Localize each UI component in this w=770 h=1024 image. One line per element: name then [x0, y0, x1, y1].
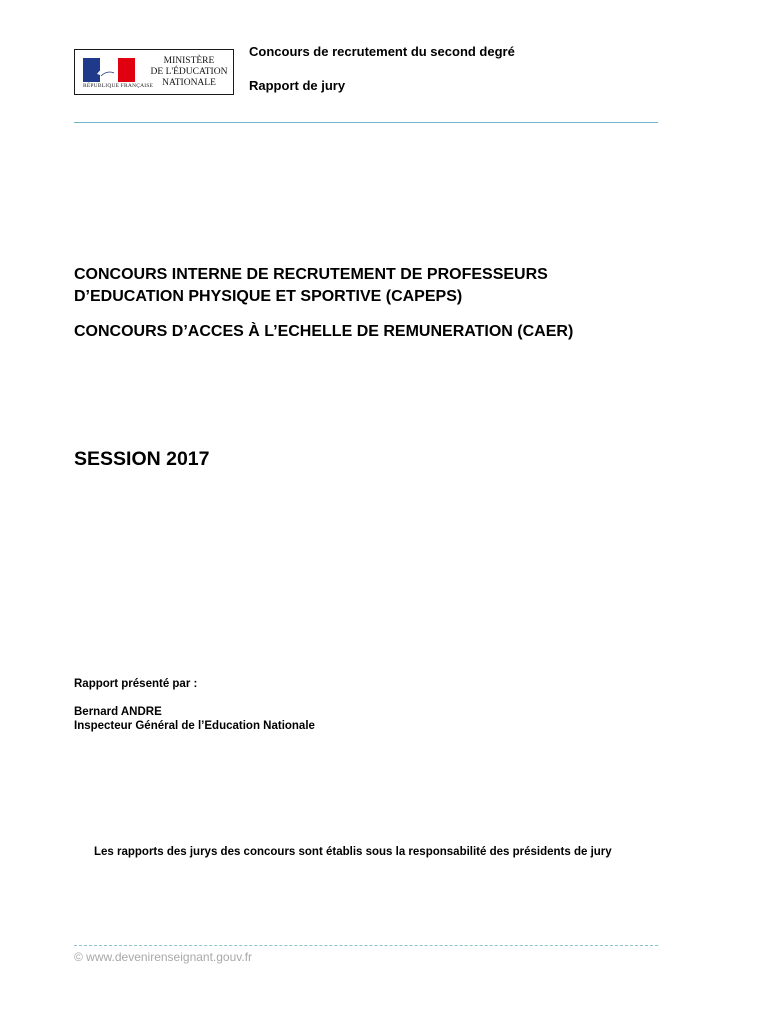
main-title-line-2: D’EDUCATION PHYSIQUE ET SPORTIVE (CAPEPS)	[74, 288, 463, 305]
footer-copyright: © www.devenirenseignant.gouv.fr	[74, 950, 253, 964]
header-subtitle: Concours de recrutement du second degré	[249, 44, 515, 59]
ministry-logo	[74, 49, 234, 95]
main-title-line-1: CONCOURS INTERNE DE RECRUTEMENT DE PROFESSEURS	[74, 266, 548, 283]
main-title	[74, 264, 674, 308]
author-name: Bernard ANDRE	[74, 706, 162, 718]
secondary-title: CONCOURS D’ACCES À L’ECHELLE DE REMUNERATION (CAER)	[74, 323, 574, 340]
ministry-line-2: DE L'ÉDUCATION	[150, 67, 228, 77]
responsibility-disclaimer: Les rapports des jurys des concours sont établis sous la responsabilité des présidents de jury	[94, 846, 612, 858]
presented-by-label: Rapport présenté par :	[74, 678, 198, 690]
republic-label: RÉPUBLIQUE FRANÇAISE	[83, 83, 154, 89]
ministry-line-3: NATIONALE	[162, 78, 216, 88]
ministry-line-1: MINISTÈRE	[163, 56, 215, 66]
author-role: Inspecteur Général de l’Education Nationale	[74, 720, 315, 732]
session-title: SESSION 2017	[74, 448, 210, 470]
marianne-flag-icon	[83, 58, 135, 82]
header-divider	[74, 122, 658, 123]
header-report-type: Rapport de jury	[249, 78, 346, 93]
footer-divider	[74, 945, 658, 946]
ministry-name	[148, 56, 230, 89]
